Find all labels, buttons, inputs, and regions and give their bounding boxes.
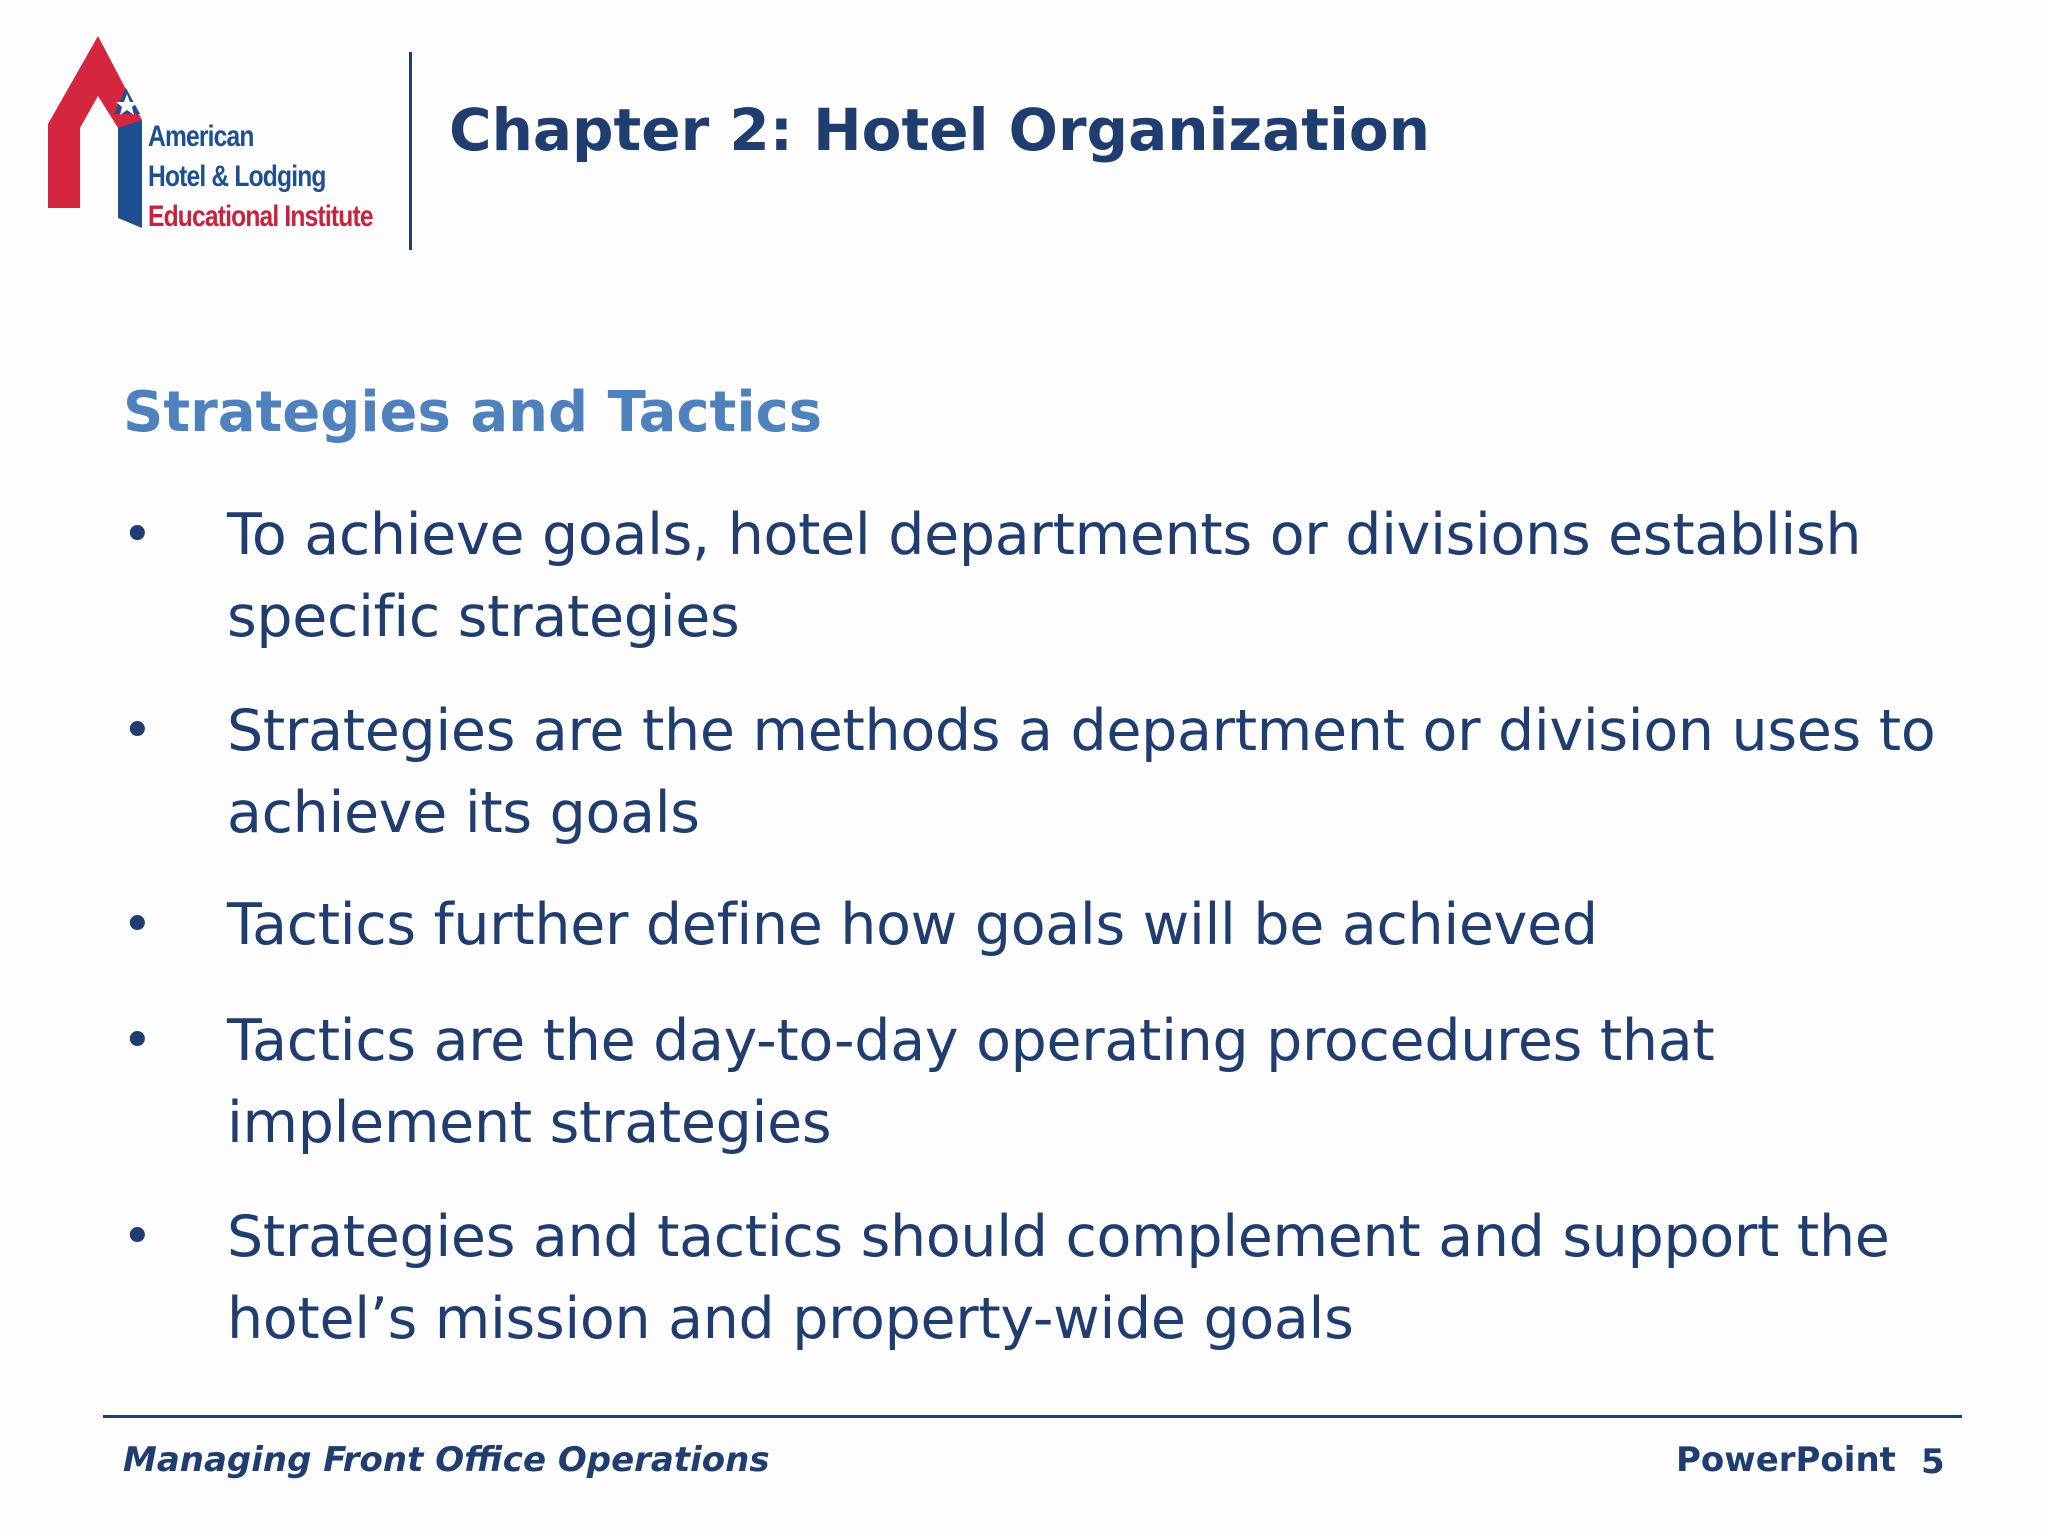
bullet-text: Tactics further define how goals will be achieved <box>227 892 1598 958</box>
logo-line-educational-institute: Educational Institute <box>148 200 373 233</box>
page-number: 5 <box>1921 1442 1945 1482</box>
bullet-marker: • <box>122 505 153 565</box>
footer-label: PowerPoint <box>1676 1440 1896 1480</box>
bullet-text: To achieve goals, hotel departments or divisions establish specific strategies <box>227 502 1862 650</box>
footer-course-title: Managing Front Office Operations <box>123 1440 770 1480</box>
bullet-marker: • <box>122 1207 153 1267</box>
logo-line-american: American <box>148 120 254 153</box>
bullet-text: Strategies are the methods a department or division uses to achieve its goals <box>227 698 1936 846</box>
page-title: Chapter 2: Hotel Organization <box>449 96 1431 164</box>
bullet-text: Tactics are the day-to-day operating procedures that implement strategies <box>227 1008 1715 1156</box>
bullet-marker: • <box>122 895 153 955</box>
logo-line-hotel-lodging: Hotel & Lodging <box>148 160 326 193</box>
bullet-text: Strategies and tactics should complement and support the hotel’s mission and property-wide goals <box>227 1204 1890 1352</box>
section-heading: Strategies and Tactics <box>123 380 823 445</box>
bullet-marker: • <box>122 701 153 761</box>
footer-rule <box>103 1415 1962 1418</box>
bullet-marker: • <box>122 1011 153 1071</box>
